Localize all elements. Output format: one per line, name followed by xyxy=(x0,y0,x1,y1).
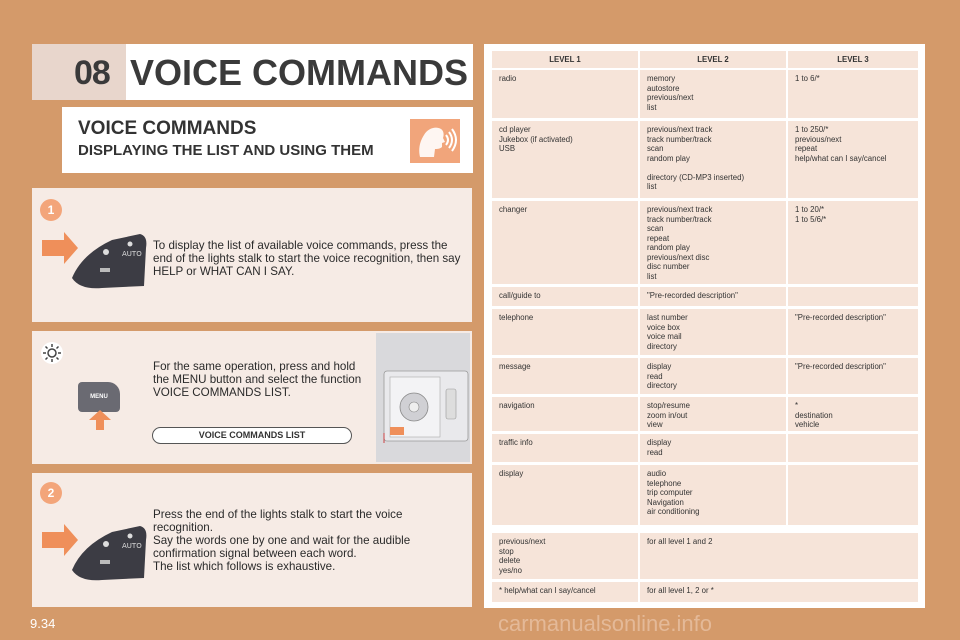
step-1-badge: 1 xyxy=(40,199,62,221)
page-title: VOICE COMMANDS xyxy=(130,52,469,93)
table-cell: 1 to 6/* xyxy=(788,70,918,118)
table-cell xyxy=(788,287,918,306)
table-cell: "Pre-recorded description" xyxy=(640,287,786,306)
table-footer-cell: previous/next stop delete yes/no xyxy=(492,533,638,579)
step-2-text: Press the end of the lights stalk to start the voice recognition. Say the words one by one and wait for the audible confirmation signal between each word. The list which follows is exhaustive. xyxy=(153,508,411,573)
lights-stalk-illustration xyxy=(42,226,150,295)
page-number: 9.34 xyxy=(30,616,56,631)
table-cell: call/guide to xyxy=(492,287,638,306)
table-header-cell: LEVEL 3 xyxy=(788,51,918,68)
chapter-number: 08 xyxy=(74,54,110,92)
voice-recognition-icon xyxy=(410,119,460,163)
table-cell: telephone xyxy=(492,309,638,355)
step-2-badge: 2 xyxy=(40,482,62,504)
table-footer-cell: * help/what can I say/cancel xyxy=(492,582,638,602)
table-cell: navigation xyxy=(492,397,638,431)
table-header-cell: LEVEL 1 xyxy=(492,51,638,68)
voice-commands-list-chip: VOICE COMMANDS LIST xyxy=(152,427,352,444)
table-cell: message xyxy=(492,358,638,394)
table-footer-cell: for all level 1 and 2 xyxy=(640,533,918,579)
table-cell: "Pre-recorded description" xyxy=(788,309,918,355)
menu-tip-text: For the same operation, press and hold the MENU button and select the function VOICE COMMANDS LIST. xyxy=(153,360,362,399)
watermark: carmanualsonline.info xyxy=(498,611,713,636)
table-cell: display read directory xyxy=(640,358,786,394)
tip-icon xyxy=(40,341,64,370)
arrow-up-icon xyxy=(89,410,111,435)
table-footer-cell: for all level 1, 2 or * xyxy=(640,582,918,602)
svg-text:AUTO: AUTO xyxy=(122,250,142,258)
table-cell xyxy=(788,465,918,525)
table-cell: audio telephone trip computer Navigation air conditioning xyxy=(640,465,786,525)
table-cell: changer xyxy=(492,201,638,284)
lights-stalk-illustration xyxy=(42,518,150,587)
radio-unit-illustration xyxy=(376,333,470,462)
table-cell: 1 to 250/* previous/next repeat help/what can I say/cancel xyxy=(788,121,918,198)
table-cell: radio xyxy=(492,70,638,118)
table-cell: display xyxy=(492,465,638,525)
table-cell: cd player Jukebox (if activated) USB xyxy=(492,121,638,198)
table-cell: display read xyxy=(640,434,786,462)
table-cell: "Pre-recorded description" xyxy=(788,358,918,394)
svg-text:AUTO: AUTO xyxy=(122,542,142,550)
step-1-text: To display the list of available voice commands, press the end of the lights stalk to start the voice recognition, then say HELP or WHAT CAN I SAY. xyxy=(153,239,461,278)
table-cell: memory autostore previous/next list xyxy=(640,70,786,118)
table-cell: 1 to 20/* 1 to 5/6/* xyxy=(788,201,918,284)
table-cell: previous/next track track number/track scan repeat random play previous/next disc disc number list xyxy=(640,201,786,284)
table-cell: previous/next track track number/track scan random play directory (CD-MP3 inserted) list xyxy=(640,121,786,198)
table-cell: last number voice box voice mail directory xyxy=(640,309,786,355)
table-header-cell: LEVEL 2 xyxy=(640,51,786,68)
section-title: VOICE COMMANDS xyxy=(78,118,257,139)
table-cell: * destination vehicle xyxy=(788,397,918,431)
section-subtitle: DISPLAYING THE LIST AND USING THEM xyxy=(78,142,374,159)
menu-button-illustration: MENU xyxy=(78,382,120,412)
table-cell: stop/resume zoom in/out view xyxy=(640,397,786,431)
table-cell xyxy=(788,434,918,462)
table-cell: traffic info xyxy=(492,434,638,462)
